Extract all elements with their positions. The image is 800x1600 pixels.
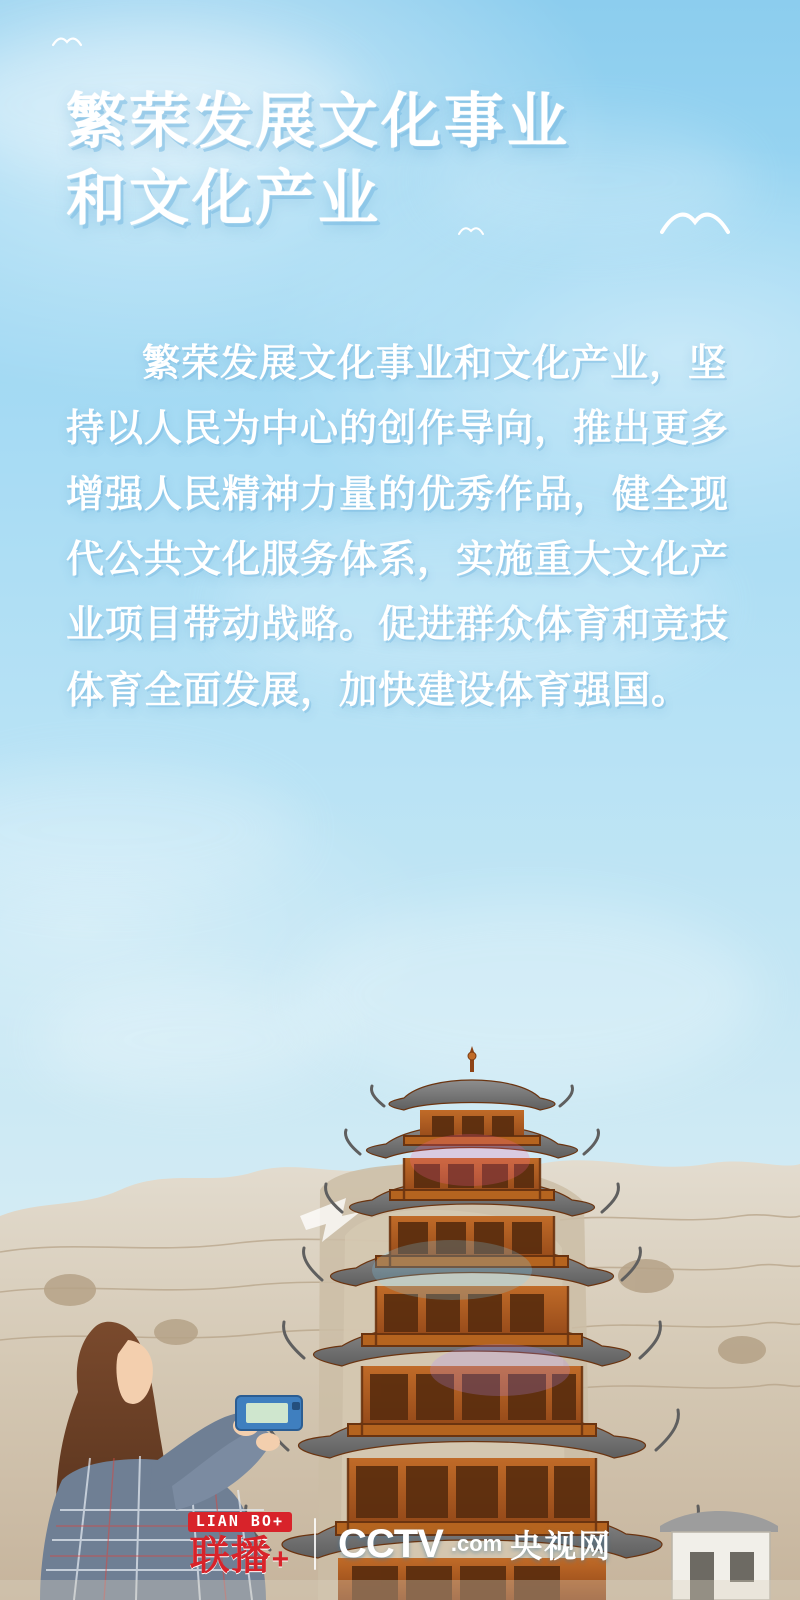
lianbo-logo[interactable] [188,1512,292,1576]
body-paragraph: 繁荣发展文化事业和文化产业，坚持以人民为中心的创作导向，推出更多增强人民精神力量的优秀作品，健全现代公共文化服务体系，实施重大文化产业项目带动战略。促进群众体育和竞技体育全面发展，加快建设体育强国。 [66,343,730,712]
lianbo-badge-text: LIAN BO+ [188,1512,292,1532]
page-title [66,84,756,238]
bird-icon [52,34,82,50]
cctv-dotcom-text: .com [450,1531,503,1556]
lianbo-name-cn: 联播 [189,1534,272,1578]
lianbo-name-text [190,1536,291,1576]
page-title-line-2: 和文化产业 [66,164,381,232]
cloud-shape [0,760,300,900]
lianbo-plus: + [271,1543,291,1576]
page-title-line-1: 繁荣发展文化事业 [66,88,570,155]
cctv-cn-text: 央视网 [510,1528,613,1564]
logo-divider [314,1518,316,1570]
cctv-mark-text: CCTV [337,1521,443,1566]
cctv-logo[interactable] [338,1521,612,1567]
footer-logo-bar [0,1488,800,1600]
